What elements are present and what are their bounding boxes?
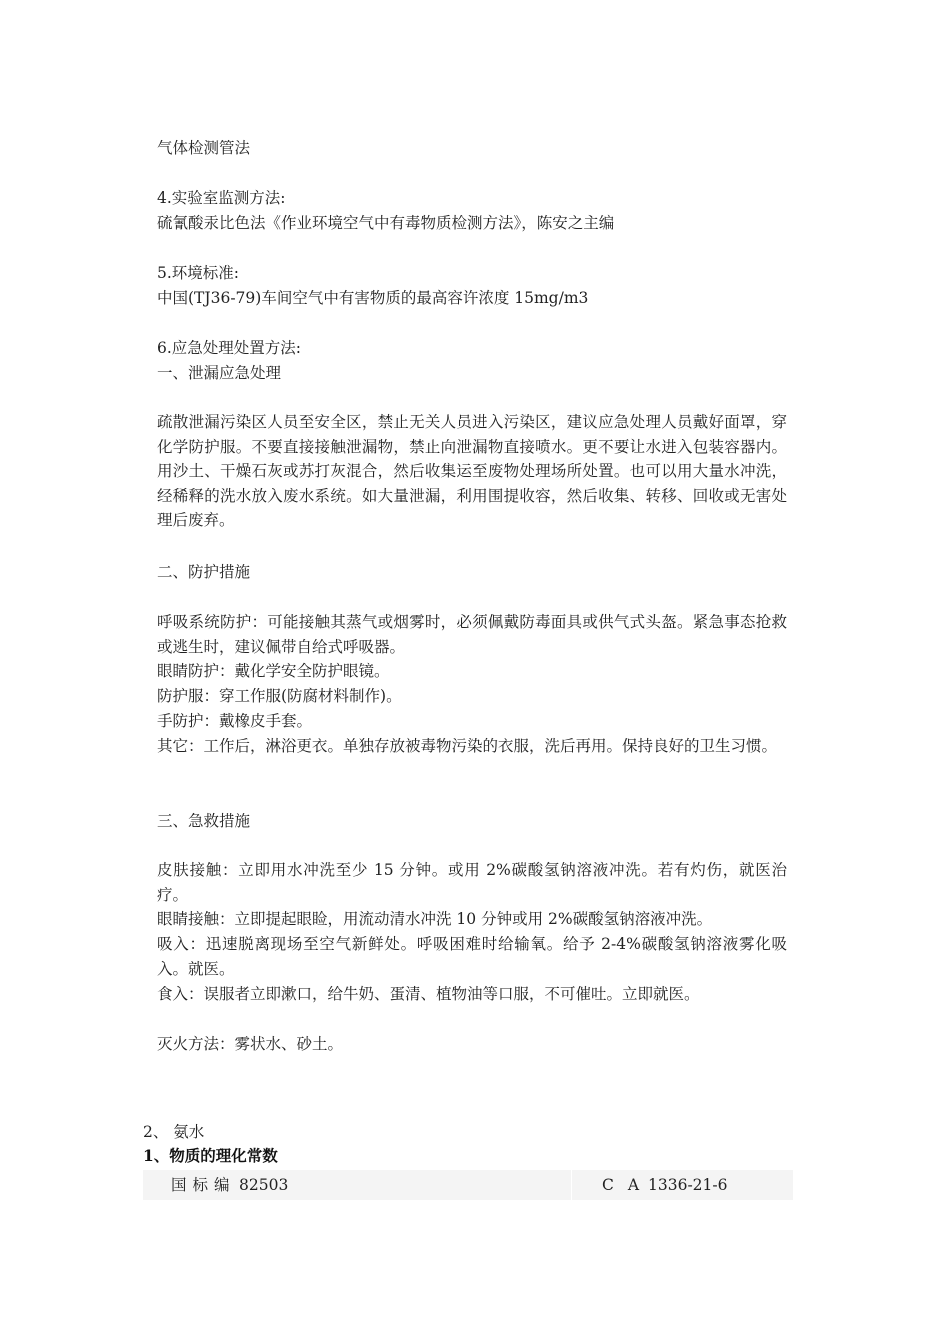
- subsection-heading: 三、急救措施: [157, 812, 251, 830]
- paragraph-respiratory: 呼吸系统防护：可能接触其蒸气或烟雾时，必须佩戴防毒面具或供气式头盔。紧急事态抢救或逃生时，建议佩带自给式呼吸器。: [157, 613, 787, 656]
- section-heading: 5.环境标准:: [157, 264, 240, 282]
- table-row: [143, 1170, 793, 1200]
- text-line: 眼睛防护：戴化学安全防护眼镜。: [157, 662, 390, 680]
- table-label-un-number: 国标编: [171, 1176, 236, 1194]
- text-line: 硫氰酸汞比色法《作业环境空气中有毒物质检测方法》，陈安之主编: [157, 214, 615, 232]
- paragraph-skin: 皮肤接触：立即用水冲洗至少 15 分钟。或用 2%碳酸氢钠溶液冲洗。若有灼伤，就医治疗。: [157, 861, 787, 904]
- section-heading: 4.实验室监测方法:: [157, 189, 286, 207]
- text-line: 中国(TJ36-79)车间空气中有害物质的最高容许浓度 15mg/m3: [157, 289, 589, 307]
- text-line: 防护服：穿工作服(防腐材料制作)。: [157, 687, 402, 705]
- paragraph-inhalation: 吸入：迅速脱离现场至空气新鲜处。呼吸困难时给输氧。给予 2-4%碳酸氢钠溶液雾化吸入。就医。: [157, 935, 787, 978]
- text-line: 食入：误服者立即漱口，给牛奶、蛋清、植物油等口服，不可催吐。立即就医。: [157, 985, 700, 1003]
- text-line: 灭火方法：雾状水、砂土。: [157, 1035, 344, 1053]
- subsection-heading: 一、泄漏应急处理: [157, 364, 282, 382]
- paragraph-leak-handling: 疏散泄漏污染区人员至安全区，禁止无关人员进入污染区，建议应急处理人员戴好面罩，穿化学防护服。不要直接接触泄漏物，禁止向泄漏物直接喷水。更不要让水进入包装容器内。用沙土、干燥石灰或苏打灰混合，然后收集运至废物处理场所处置。也可以用大量水冲洗，经稀释的洗水放入废水系统。如大量泄漏，利用围提收容，然后收集、转移、回收或无害处理后废弃。: [157, 413, 787, 530]
- table-value-cas: 1336-21-6: [648, 1176, 728, 1194]
- text-line: 手防护：戴橡皮手套。: [157, 712, 313, 730]
- subsection-heading: 二、防护措施: [157, 563, 251, 581]
- table-divider: [571, 1170, 572, 1200]
- text-line: 眼睛接触：立即提起眼睑，用流动清水冲洗 10 分钟或用 2%碳酸氢钠溶液冲洗。: [157, 910, 713, 928]
- table-label-cas: CA: [602, 1176, 654, 1194]
- text-line: 气体检测管法: [157, 139, 251, 157]
- section-subtitle: 1、物质的理化常数: [143, 1146, 278, 1165]
- paragraph-other: 其它：工作后，淋浴更衣。单独存放被毒物污染的衣服，洗后再用。保持良好的卫生习惯。: [157, 737, 778, 755]
- section-heading: 6.应急处理处置方法:: [157, 339, 302, 357]
- section-title: 2、 氨水: [143, 1123, 205, 1141]
- table-value-un-number: 82503: [239, 1176, 289, 1194]
